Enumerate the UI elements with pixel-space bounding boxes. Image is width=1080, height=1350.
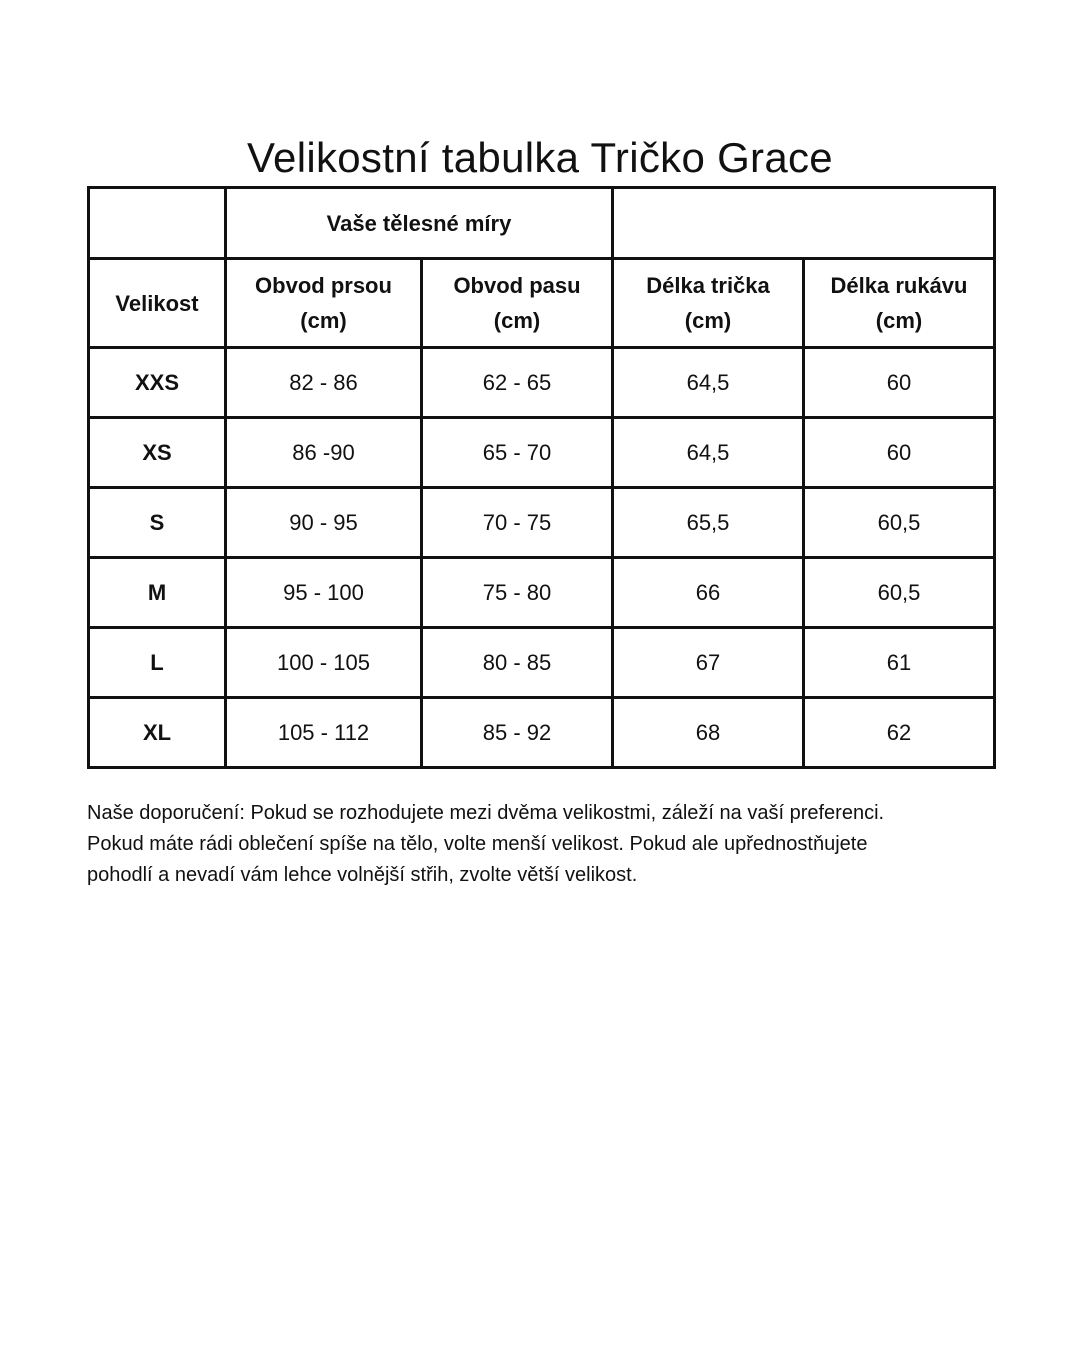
- note-line: Pokud máte rádi oblečení spíše na tělo, volte menší velikost. Pokud ale upřednostňujete: [87, 833, 868, 855]
- size-cell: L: [89, 628, 226, 698]
- column-header-chest: [226, 259, 422, 348]
- page-title: Velikostní tabulka Tričko Grace: [247, 134, 833, 182]
- table-row: [89, 698, 995, 768]
- table-row: [89, 628, 995, 698]
- table-row: [89, 348, 995, 418]
- size-cell: XXS: [89, 348, 226, 418]
- sleeve-length-cell: 60,5: [804, 488, 995, 558]
- chest-cell: 86 -90: [226, 418, 422, 488]
- column-header-sleeve-length: [804, 259, 995, 348]
- chest-cell: 105 - 112: [226, 698, 422, 768]
- note-line: Naše doporučení: Pokud se rozhodujete mezi dvěma velikostmi, záleží na vaší preferenci.: [87, 802, 885, 824]
- sleeve-length-cell: 62: [804, 698, 995, 768]
- shirt-length-cell: 65,5: [613, 488, 804, 558]
- column-header-sleeve-length-label: Délka rukávu: [830, 273, 968, 298]
- waist-cell: 85 - 92: [422, 698, 613, 768]
- chest-cell: 90 - 95: [226, 488, 422, 558]
- chest-cell: 95 - 100: [226, 558, 422, 628]
- size-cell: S: [89, 488, 226, 558]
- column-header-waist-label: Obvod pasu: [453, 273, 581, 298]
- column-header-waist: [422, 259, 613, 348]
- chest-cell: 100 - 105: [226, 628, 422, 698]
- size-cell: XS: [89, 418, 226, 488]
- waist-cell: 65 - 70: [422, 418, 613, 488]
- shirt-length-cell: 64,5: [613, 418, 804, 488]
- column-header-shirt-length: [613, 259, 804, 348]
- waist-cell: 80 - 85: [422, 628, 613, 698]
- size-cell: XL: [89, 698, 226, 768]
- column-header-size-label: Velikost: [115, 290, 199, 316]
- shirt-length-cell: 67: [613, 628, 804, 698]
- column-header-row: [89, 259, 995, 348]
- size-chart-table: [87, 186, 996, 769]
- table-row: [89, 488, 995, 558]
- column-header-sleeve-length-unit: (cm): [875, 308, 923, 333]
- shirt-length-cell: 66: [613, 558, 804, 628]
- empty-group-cell: [613, 188, 995, 259]
- waist-cell: 70 - 75: [422, 488, 613, 558]
- column-header-chest-unit: (cm): [300, 308, 347, 333]
- waist-cell: 62 - 65: [422, 348, 613, 418]
- shirt-length-cell: 64,5: [613, 348, 804, 418]
- group-header-body-measurements: Vaše tělesné míry: [226, 188, 613, 259]
- waist-cell: 75 - 80: [422, 558, 613, 628]
- column-header-waist-unit: (cm): [493, 308, 541, 333]
- group-header-row: [89, 188, 995, 259]
- size-cell: M: [89, 558, 226, 628]
- sleeve-length-cell: 60: [804, 348, 995, 418]
- table-row: [89, 558, 995, 628]
- sleeve-length-cell: 60,5: [804, 558, 995, 628]
- column-header-chest-label: Obvod prsou: [255, 273, 392, 298]
- note-line: pohodlí a nevadí vám lehce volnější střih, zvolte větší velikost.: [87, 864, 638, 886]
- column-header-shirt-length-unit: (cm): [684, 308, 732, 333]
- shirt-length-cell: 68: [613, 698, 804, 768]
- chest-cell: 82 - 86: [226, 348, 422, 418]
- empty-corner-cell: [89, 188, 226, 259]
- column-header-shirt-length-label: Délka trička: [646, 273, 770, 298]
- table-row: [89, 418, 995, 488]
- column-header-size: [89, 259, 226, 348]
- recommendation-note: [87, 798, 987, 891]
- sleeve-length-cell: 61: [804, 628, 995, 698]
- sleeve-length-cell: 60: [804, 418, 995, 488]
